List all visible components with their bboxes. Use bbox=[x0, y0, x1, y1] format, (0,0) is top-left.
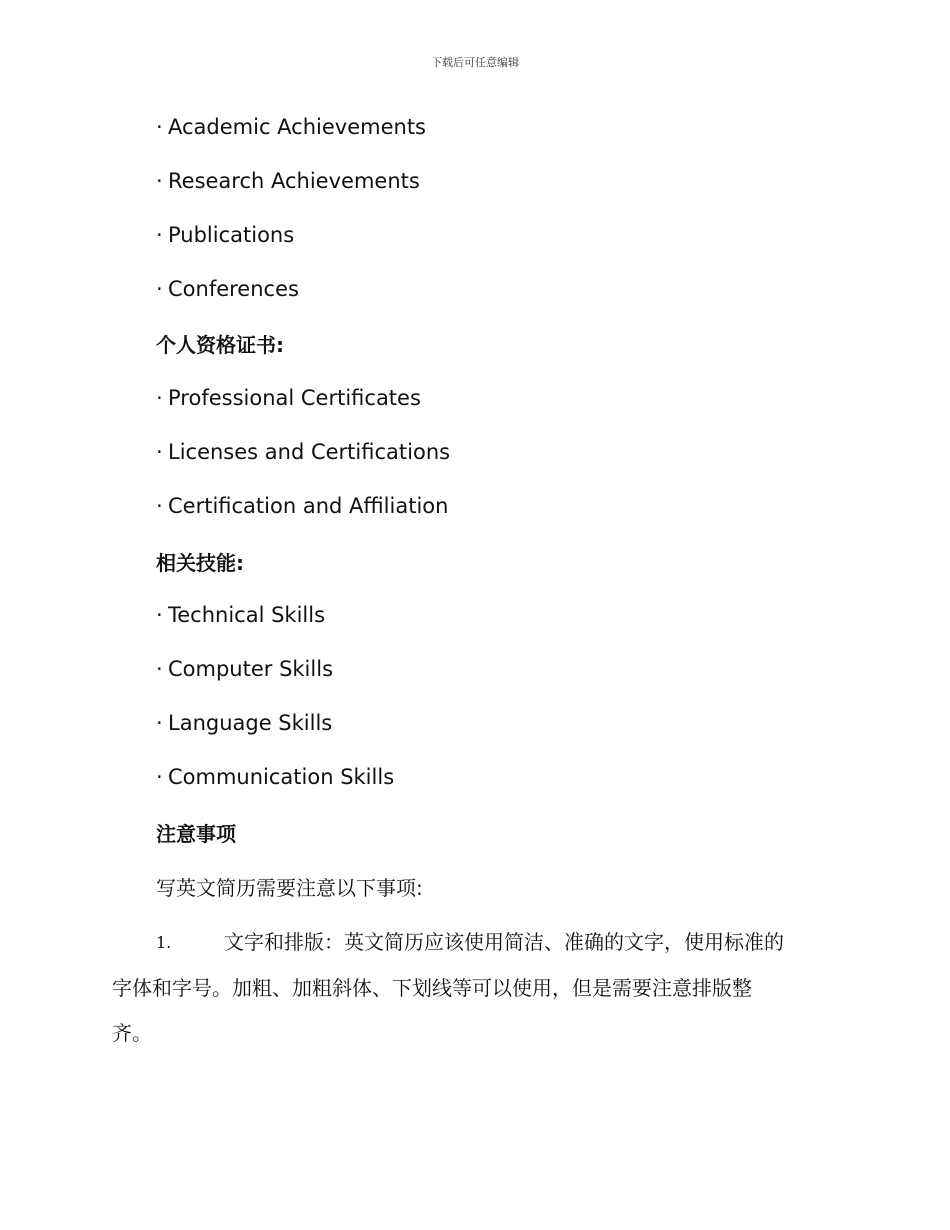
header-note: 下载后可任意编辑 bbox=[431, 56, 519, 69]
list-item-certification-affiliation bbox=[156, 493, 448, 519]
bullet-icon: · bbox=[156, 277, 163, 301]
list-item-licenses-certifications bbox=[156, 439, 450, 465]
bullet-icon: · bbox=[156, 386, 163, 410]
list-item-professional-certificates bbox=[156, 385, 421, 411]
list-item-academic-achievements bbox=[156, 114, 426, 140]
list-item-label: Licenses and Certifications bbox=[168, 440, 451, 464]
list-item-publications bbox=[156, 222, 294, 248]
list-item-label: Research Achievements bbox=[168, 169, 420, 193]
bullet-icon: · bbox=[156, 603, 163, 627]
list-item-label: Academic Achievements bbox=[168, 115, 426, 139]
bullet-icon: · bbox=[156, 657, 163, 681]
bullet-icon: · bbox=[156, 494, 163, 518]
list-item-technical-skills bbox=[156, 602, 325, 628]
numbered-item-line: 齐。 bbox=[112, 1021, 152, 1045]
list-item-label: Professional Certificates bbox=[168, 386, 421, 410]
list-item-label: Technical Skills bbox=[168, 603, 326, 627]
numbered-item-number: 1. bbox=[156, 933, 172, 952]
notes-intro: 写英文简历需要注意以下事项: bbox=[156, 876, 423, 900]
bullet-icon: · bbox=[156, 711, 163, 735]
numbered-item-line: 文字和排版：英文简历应该使用简洁、准确的文字，使用标准的 bbox=[224, 930, 784, 954]
list-item-label: Computer Skills bbox=[168, 657, 334, 681]
list-item-research-achievements bbox=[156, 168, 420, 194]
list-item-computer-skills bbox=[156, 656, 333, 682]
list-item-communication-skills bbox=[156, 764, 394, 790]
list-item-label: Certification and Affiliation bbox=[168, 494, 449, 518]
list-item-label: Language Skills bbox=[168, 711, 333, 735]
bullet-icon: · bbox=[156, 169, 163, 193]
bullet-icon: · bbox=[156, 765, 163, 789]
numbered-item-line: 字体和字号。加粗、加粗斜体、下划线等可以使用，但是需要注意排版整 bbox=[112, 976, 752, 1000]
list-item-label: Publications bbox=[168, 223, 295, 247]
bullet-icon: · bbox=[156, 440, 163, 464]
list-item-language-skills bbox=[156, 710, 332, 736]
list-item-conferences bbox=[156, 276, 299, 302]
bullet-icon: · bbox=[156, 223, 163, 247]
list-item-label: Communication Skills bbox=[168, 765, 395, 789]
skills-heading: 相关技能: bbox=[156, 551, 244, 575]
bullet-icon: · bbox=[156, 115, 163, 139]
notes-heading: 注意事项 bbox=[156, 822, 236, 846]
list-item-label: Conferences bbox=[168, 277, 299, 301]
certificates-heading: 个人资格证书: bbox=[156, 333, 284, 357]
